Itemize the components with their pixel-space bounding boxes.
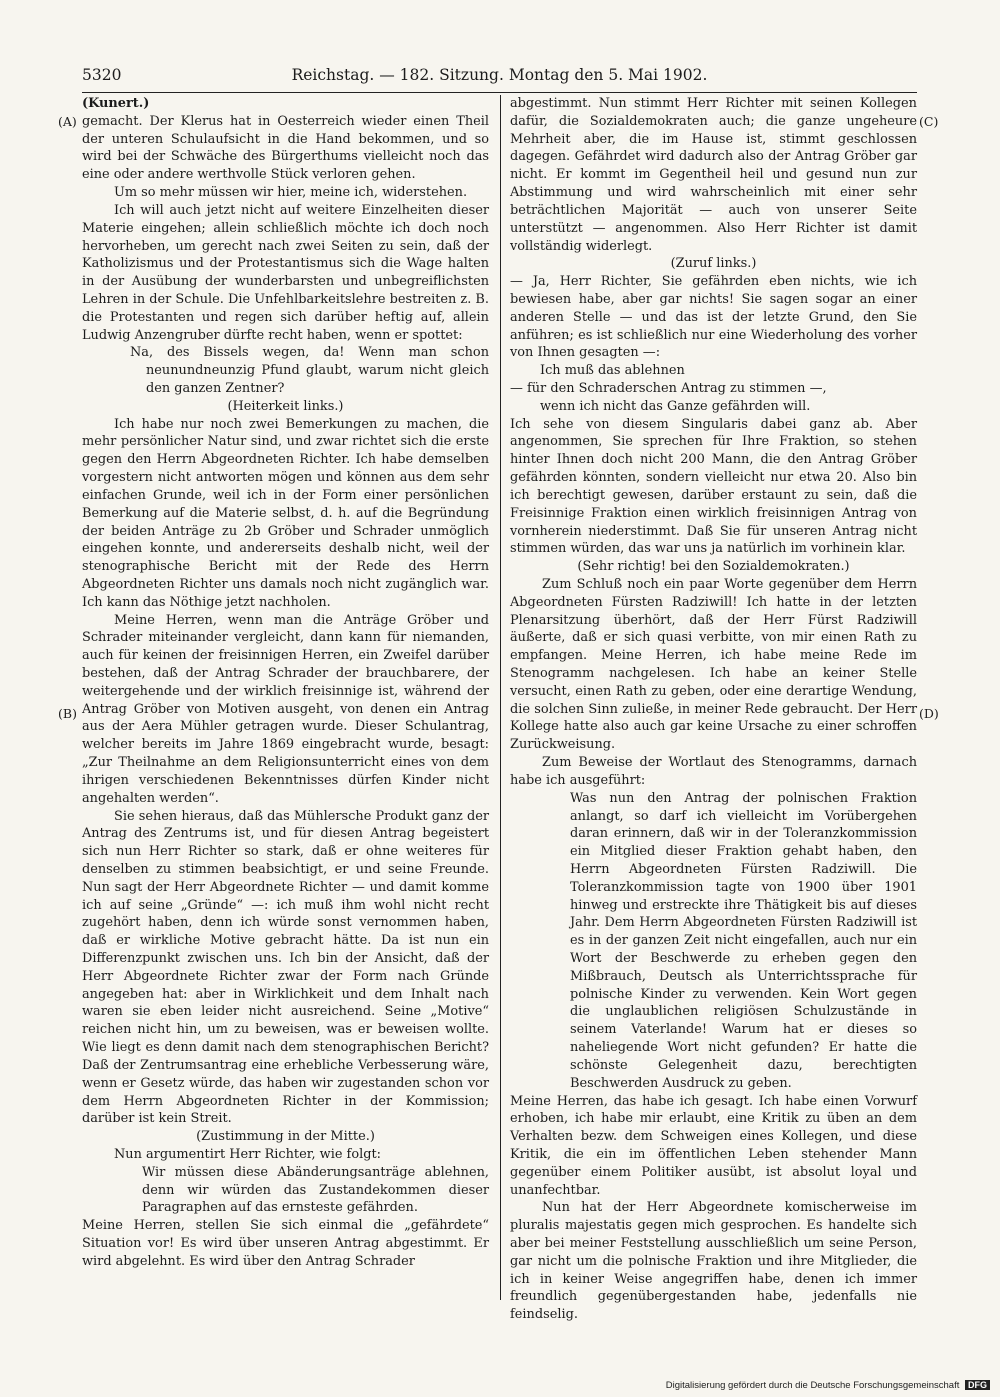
- left-column-paragraph: Meine Herren, stellen Sie sich einmal die „gefährdete“ Situation vor! Es wird über unseren Antrag abgestimmt. Er wird abgelehnt. Es wird über den Antrag Schrader: [82, 1218, 489, 1269]
- right-column-paragraph: — für den Schraderschen Antrag zu stimmen —,: [510, 381, 827, 396]
- right-column-paragraph: Ich sehe von diesem Singularis dabei ganz ab. Aber angenommen, Sie sprechen für Ihre Fraktion, so stehen hinter Ihnen doch nicht 200 Mann, die den Antrag Gröber gefährden könnten, sondern vielleicht nur etwa 20. Also bin ich berechtigt gewesen, darüber erstaunt zu sein, daß die Freisinnige Fraktion einen wirklich freisinnigen Antrag von vornherein niederstimmt. Daß Sie für unseren Antrag nicht stimmen würden, das war uns ja natürlich im vorhinein klar.: [510, 416, 917, 557]
- right-column: [510, 95, 917, 1324]
- margin-mark-d: (D): [919, 706, 939, 721]
- right-column-paragraph: Zum Beweise der Wortlaut des Stenogramms, darnach habe ich ausgeführt:: [510, 755, 917, 788]
- left-column-paragraph: Meine Herren, wenn man die Anträge Gröber und Schrader miteinander vergleicht, dann kann für niemanden, auch für keinen der freisinnigen Herren, ein Zweifel darüber bestehen, daß der Antrag Schrader der brauchbarere, der weitergehende und der wirklich freisinnige ist, während der Antrag Gröber von Motiven ausgeht, von denen ein Antrag aus der Aera Mühler getragen wurde. Dieser Schulantrag, welcher bereits im Jahre 1869 eingebracht wurde, besagt: „Zur Theilnahme an dem Religionsunterricht eines von dem ihrigen verschiedenen Bekenntnisses dürfen Kinder nicht angehalten werden“.: [82, 612, 489, 806]
- margin-mark-c: (C): [919, 114, 939, 129]
- right-column-paragraph: (Zuruf links.): [670, 256, 757, 272]
- left-column-paragraph: Nun argumentirt Herr Richter, wie folgt:: [114, 1146, 381, 1162]
- left-column-paragraph: Na, des Bissels wegen, da! Wenn man schon neunundneunzig Pfund glaubt, warum nicht gleich den ganzen Zentner?: [130, 345, 489, 396]
- right-column-paragraph: Ich muß das ablehnen: [540, 363, 685, 379]
- right-column-paragraph: — Ja, Herr Richter, Sie gefährden eben nichts, wie ich bewiesen habe, aber gar nichts! Sie sagen sogar an einer anderen Stelle — und das ist der letzte Grund, den Sie anführen; es ist schließlich nur eine Wiederholung des vorher von Ihnen gesagten —:: [510, 274, 917, 361]
- left-column-paragraph: Um so mehr müssen wir hier, meine ich, widerstehen.: [114, 185, 468, 201]
- margin-mark-a: (A): [58, 114, 77, 129]
- footer-credit: [610, 1380, 990, 1394]
- header-rule: [82, 92, 917, 93]
- left-column: [82, 95, 489, 1271]
- page-header: [82, 66, 917, 90]
- right-column-paragraph: Meine Herren, das habe ich gesagt. Ich habe einen Vorwurf erhoben, ich habe mir erlaubt, eine Kritik zu üben an dem Verhalten bezw. dem Schweigen eines Kollegen, und diese Kritik, die ein im öffentlichen Leben stehender Mann gegenüber einem Politiker ausübt, ist absolut loyal und unanfechtbar.: [510, 1093, 917, 1198]
- right-column-paragraph: Nun hat der Herr Abgeordnete komischerweise im pluralis majestatis gegen mich gesprochen. Es handelte sich aber bei meiner Feststellung ausschließlich um seine Person, gar nicht um die polnische Fraktion und ihre Mitglieder, die ich in keiner Weise angegriffen habe, denen ich immer freundlich gegenübergestanden habe, jedenfalls nie feindselig.: [510, 1200, 917, 1323]
- left-column-paragraph: Ich will auch jetzt nicht auf weitere Einzelheiten dieser Materie eingehen; allein schließlich möchte ich doch noch hervorheben, um gerecht nach zwei Seiten zu sein, daß der Katholizismus und der Protestantismus sich die Wage halten in der Ausübung der wunderbarsten und unbegreiflichsten Lehren in der Schule. Die Unfehlbarkeitslehre bestreiten z. B. die Protestanten und regen sich darüber heftig auf, allein Ludwig Anzengruber dürfte recht haben, wenn er spottet:: [82, 202, 489, 343]
- left-column-paragraph: Wir müssen diese Abänderungsanträge ablehnen, denn wir würden das Zustandekommen dieser Paragraphen auf das ernsteste gefährden.: [142, 1164, 489, 1216]
- left-column-paragraph: (Zustimmung in der Mitte.): [196, 1129, 375, 1145]
- right-column-paragraph: (Sehr richtig! bei den Sozialdemokraten.): [577, 559, 850, 575]
- left-column-paragraph: gemacht. Der Klerus hat in Oesterreich wieder einen Theil der unteren Schulaufsicht in die Hand bekommen, und so wird bei der Schwäche des Bürgerthums vielleicht noch das eine oder andere werthvolle Stück verloren gehen.: [82, 113, 489, 183]
- column-divider: [500, 95, 501, 1300]
- left-column-paragraph: (Heiterkeit links.): [227, 398, 344, 414]
- left-column-paragraph: Ich habe nur noch zwei Bemerkungen zu machen, die mehr persönlicher Natur sind, und zwar richtet sich die erste gegen den Herrn Abgeordneten Richter. Ich habe demselben vorgestern nicht antworten mögen und können aus dem sehr einfachen Grunde, weil ich in der Form einer persönlichen Bemerkung auf die Materie selbst, d. h. auf die Begründung der beiden Anträge zu 2b Gröber und Schrader unmöglich eingehen konnte, und andererseits deshalb nicht, weil der stenographische Bericht mit der Rede des Herrn Abgeordneten Richter uns damals noch nicht zugänglich war. Ich kann das Nöthige jetzt nachholen.: [82, 416, 489, 610]
- dfg-logo: DFG: [965, 1380, 990, 1390]
- page-number: 5320: [82, 66, 122, 84]
- left-column-paragraph: (Kunert.): [82, 96, 150, 111]
- left-column-paragraph: Sie sehen hieraus, daß das Mühlersche Produkt ganz der Antrag des Zentrums ist, und für diesen Antrag begeistert sich nun Herr Richter so stark, daß er ohne weiteres für denselben zu stimmen beabsichtigt, er und seine Freunde. Nun sagt der Herr Abgeordnete Richter — und damit komme ich auf seine „Gründe“ —: ich muß ihm wohl nicht recht zugehört haben, denn ich würde sonst vernommen haben, daß er wirkliche Motive gebracht hätte. Da ist nun ein Differenzpunkt zwischen uns. Ich bin der Ansicht, daß der Herr Abgeordnete Richter zwar der Form nach Gründe angegeben hat: aber in Wirklichkeit und dem Inhalt nach waren sie eben leider nicht ausreichend. Seine „Motive“ reichen nicht hin, um zu beweisen, was er beweisen wollte. Wie liegt es denn damit nach dem stenographischen Bericht? Daß der Zentrumsantrag eine erhebliche Verbesserung wäre, wenn er Gesetz würde, das haben wir zugestanden schon vor dem Herrn Abgeordneten Richter in der Kommission; darüber ist kein Streit.: [82, 808, 489, 1127]
- right-column-paragraph: wenn ich nicht das Ganze gefährden will.: [540, 398, 811, 414]
- margin-mark-b: (B): [58, 706, 77, 721]
- right-column-paragraph: Was nun den Antrag der polnischen Fraktion anlangt, so darf ich vielleicht im Vorübergehen daran erinnern, daß wir in der Toleranzkommission ein Mitglied dieser Fraktion gehabt haben, den Herrn Abgeordneten Fürsten Radziwill. Die Toleranzkommission tagte von 1900 über 1901 hinweg und erstreckte ihre Thätigkeit bis auf dieses Jahr. Dem Herrn Abgeordneten Fürsten Radziwill ist es in der ganzen Zeit nicht eingefallen, auch nur ein Wort der Beschwerde zu erheben gegen den Mißbrauch, Deutsch als Unterrichtssprache für polnische Kinder zu verwenden. Kein Wort gegen die unglaublichen religiösen Schulzustände in seinem Vaterlande! Warum hat er dieses so naheliegende Wort nicht gefunden? Er hatte die schönste Gelegenheit dazu, berechtigten Beschwerden Ausdruck zu geben.: [570, 790, 917, 1091]
- right-column-paragraph: abgestimmt. Nun stimmt Herr Richter mit seinen Kollegen dafür, die Sozialdemokraten auch; die ganze ungeheure Mehrheit aber, die im Hause ist, stimmt geschlossen dagegen. Gefährdet wird dadurch also der Antrag Gröber gar nicht. Er kommt im Gegentheil heil und gesund nun zur Abstimmung und wird wahrscheinlich mit einer sehr beträchtlichen Majorität — auch von unserer Seite unterstützt — angenommen. Also Herr Richter ist damit vollständig widerlegt.: [510, 96, 917, 254]
- footer-credit-text: Digitalisierung gefördert durch die Deutsche Forschungsgemeinschaft: [665, 1380, 960, 1391]
- right-column-paragraph: Zum Schluß noch ein paar Worte gegenüber dem Herrn Abgeordneten Fürsten Radziwill! Ich hatte in der letzten Plenarsitzung überhört, daß der Herr Fürst Radziwill äußerte, daß er sich quasi verbitte, von mir einen Rath zu empfangen. Meine Herren, ich habe meine Rede im Stenogramm nachgelesen. Ich habe an keiner Stelle versucht, einen Rath zu geben, oder eine derartige Wendung, die solchen Sinn zuließe, in meiner Rede gebraucht. Der Herr Kollege hatte also auch gar keine Ursache zu einer schroffen Zurückweisung.: [510, 576, 917, 753]
- running-title: Reichstag. — 182. Sitzung. Montag den 5. Mai 1902.: [291, 66, 708, 84]
